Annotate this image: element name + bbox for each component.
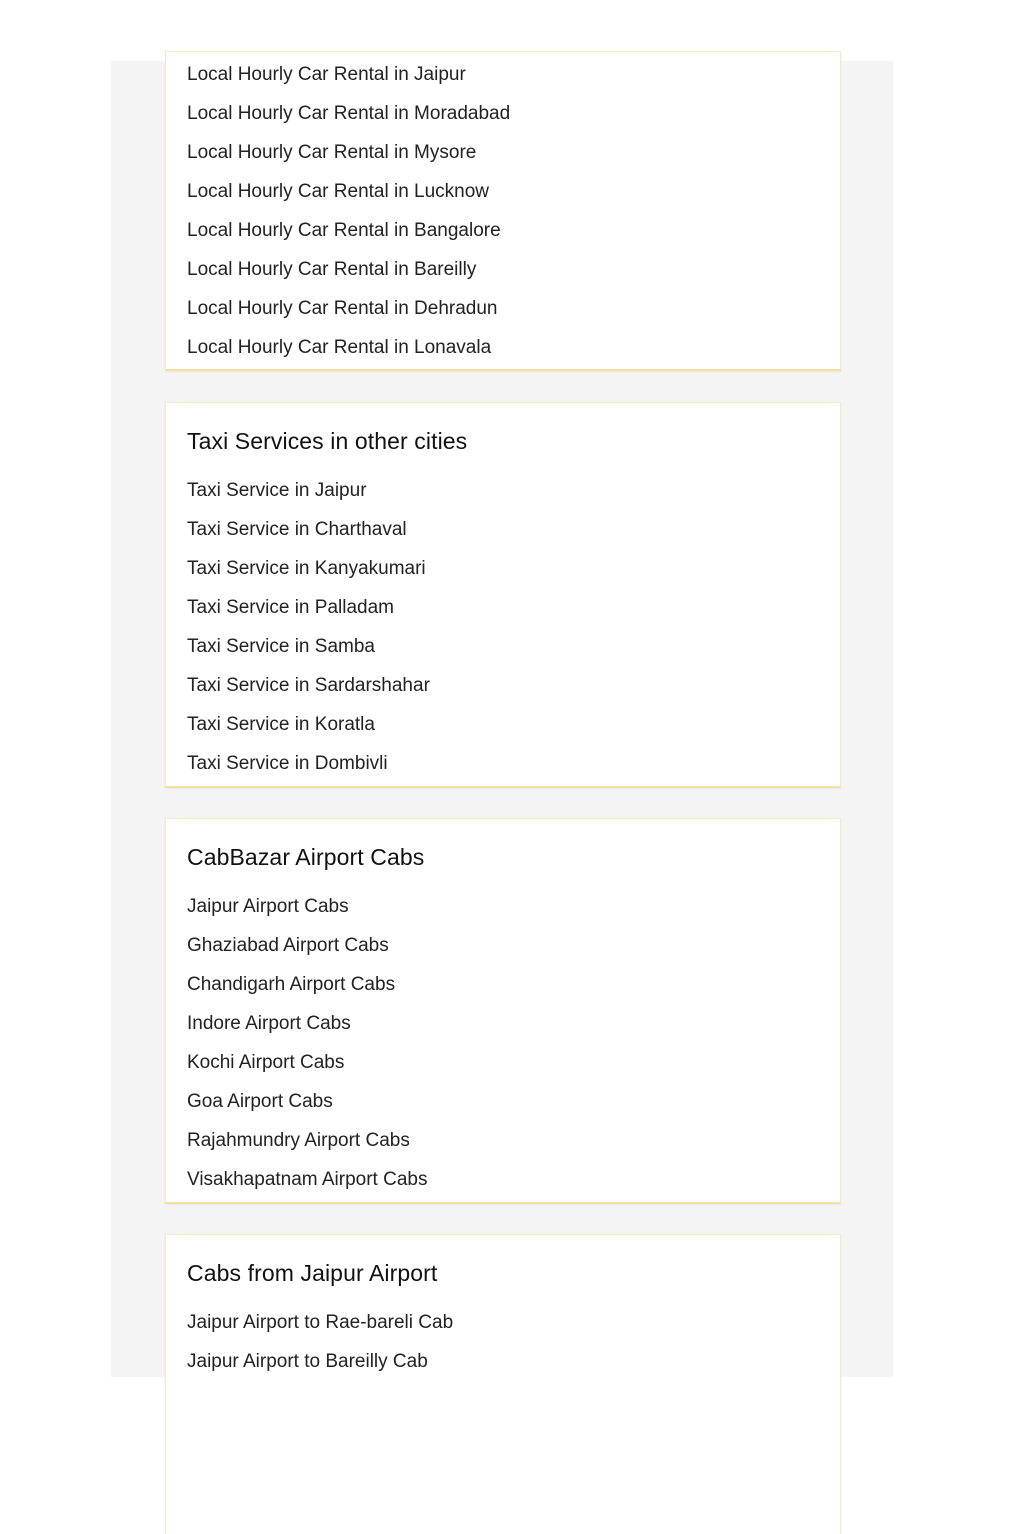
airport-cab-link[interactable]: Ghaziabad Airport Cabs [187, 935, 389, 956]
taxi-service-link[interactable]: Taxi Service in Kanyakumari [187, 558, 426, 579]
airport-cab-link[interactable]: Jaipur Airport Cabs [187, 896, 349, 917]
local-hourly-rental-link[interactable]: Local Hourly Car Rental in Jaipur [187, 64, 466, 85]
airport-cab-link[interactable]: Visakhapatnam Airport Cabs [187, 1169, 428, 1190]
jaipur-airport-route-link[interactable]: Jaipur Airport to Bareilly Cab [187, 1351, 428, 1372]
airport-cab-link[interactable]: Goa Airport Cabs [187, 1091, 333, 1112]
taxi-service-link[interactable]: Taxi Service in Koratla [187, 714, 375, 735]
taxi-services-title: Taxi Services in other cities [187, 428, 468, 454]
local-hourly-rental-link[interactable]: Local Hourly Car Rental in Mysore [187, 142, 477, 163]
airport-cab-link[interactable]: Indore Airport Cabs [187, 1013, 351, 1034]
jaipur-airport-cabs-list [187, 1310, 819, 1510]
page-content-area [111, 61, 893, 1377]
taxi-services-list [187, 478, 819, 774]
jaipur-airport-cabs-card [165, 1234, 841, 1534]
taxi-service-link[interactable]: Taxi Service in Dombivli [187, 753, 388, 774]
airport-cabs-list [187, 894, 819, 1190]
taxi-service-link[interactable]: Taxi Service in Charthaval [187, 519, 407, 540]
local-hourly-rental-link[interactable]: Local Hourly Car Rental in Bangalore [187, 220, 501, 241]
taxi-service-link[interactable]: Taxi Service in Jaipur [187, 480, 367, 501]
airport-cabs-card [165, 818, 841, 1204]
airport-cab-link[interactable]: Rajahmundry Airport Cabs [187, 1130, 410, 1151]
local-hourly-rental-link[interactable]: Local Hourly Car Rental in Lonavala [187, 337, 492, 358]
local-hourly-rental-link[interactable]: Local Hourly Car Rental in Bareilly [187, 259, 477, 280]
taxi-service-link[interactable]: Taxi Service in Sardarshahar [187, 675, 430, 696]
local-hourly-rental-list [187, 62, 819, 358]
jaipur-airport-route-link[interactable]: Jaipur Airport to Rae-bareli Cab [187, 1312, 454, 1333]
taxi-service-link[interactable]: Taxi Service in Samba [187, 636, 375, 657]
local-hourly-rental-link[interactable]: Local Hourly Car Rental in Dehradun [187, 298, 498, 319]
taxi-services-card [165, 402, 841, 788]
local-hourly-rental-link[interactable]: Local Hourly Car Rental in Moradabad [187, 103, 511, 124]
airport-cab-link[interactable]: Chandigarh Airport Cabs [187, 974, 396, 995]
taxi-service-link[interactable]: Taxi Service in Palladam [187, 597, 394, 618]
airport-cabs-title: CabBazar Airport Cabs [187, 844, 425, 870]
local-hourly-rental-link[interactable]: Local Hourly Car Rental in Lucknow [187, 181, 490, 202]
airport-cab-link[interactable]: Kochi Airport Cabs [187, 1052, 345, 1073]
local-hourly-rental-card [165, 51, 841, 371]
jaipur-airport-cabs-title: Cabs from Jaipur Airport [187, 1260, 438, 1286]
